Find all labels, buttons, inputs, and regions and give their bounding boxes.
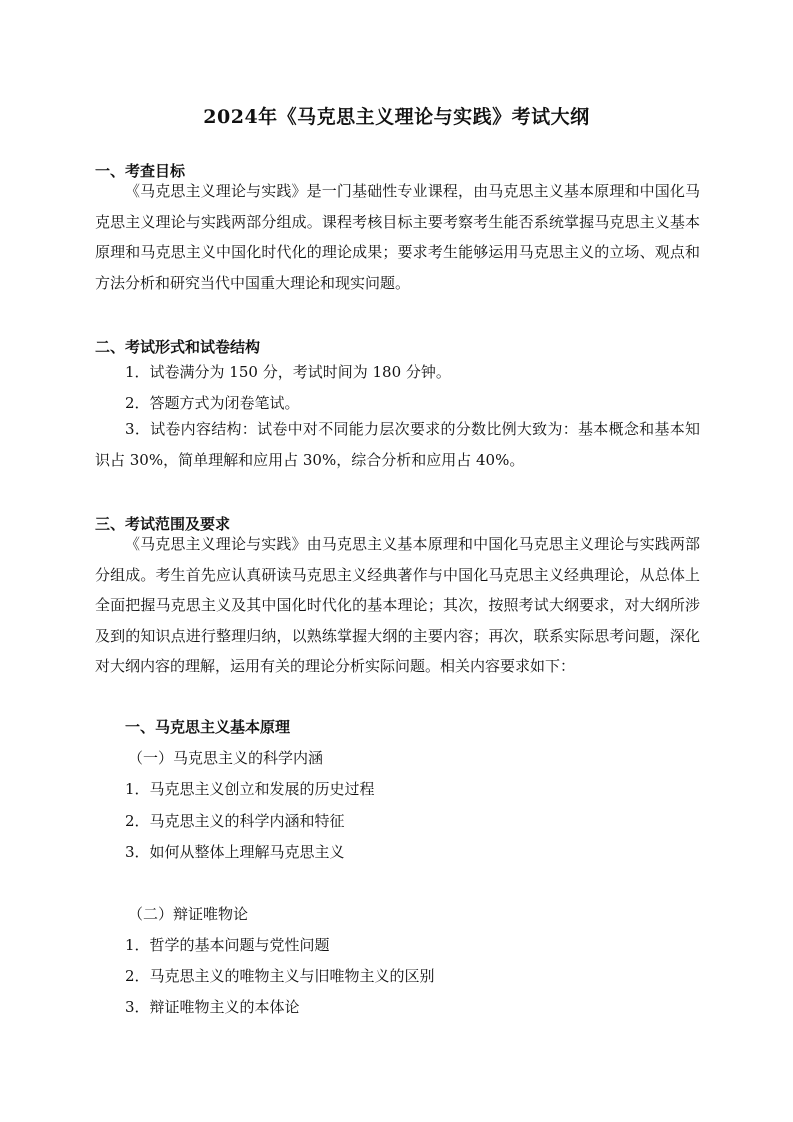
list-item: 1．试卷满分为 150 分，考试时间为 180 分钟。 [125,363,451,381]
section-heading-scope: 三、考试范围及要求 [95,515,231,533]
list-item: 2．答题方式为闭卷笔试。 [125,394,300,412]
section-paragraph-objectives: 《马克思主义理论与实践》是一门基础性专业课程，由马克思主义基本原理和中国化马克思主义理论与实践两部分组成。课程考核目标主要考察考生能否系统掌握马克思主义基本原理和马克思主义中国化时代化的理论成果；要求考生能够运用马克思主义的立场、观点和方法分析和研究当代中国重大理论和现实问题。 [95,182,700,292]
part-heading: 一、马克思主义基本原理 [125,718,291,736]
document-title: 2024年《马克思主义理论与实践》考试大纲 [203,106,590,128]
list-item: 2．马克思主义的科学内涵和特征 [125,812,345,830]
subsection-heading: （二）辩证唯物论 [128,905,249,923]
subsection-heading: （一）马克思主义的科学内涵 [128,749,324,767]
list-item: 3．如何从整体上理解马克思主义 [125,843,345,861]
section-heading-format: 二、考试形式和试卷结构 [95,338,261,356]
list-item: 2．马克思主义的唯物主义与旧唯物主义的区别 [125,967,435,985]
list-item: 1．哲学的基本问题与党性问题 [125,936,330,954]
section-heading-objectives: 一、考查目标 [95,162,186,180]
section-paragraph-scope: 《马克思主义理论与实践》由马克思主义基本原理和中国化马克思主义理论与实践两部分组成。考生首先应认真研读马克思主义经典著作与中国化马克思主义经典理论，从总体上全面把握马克思主义及其中国化时代化的基本理论；其次，按照考试大纲要求，对大纲所涉及到的知识点进行整理归纳，以熟练掌握大纲的主要内容；再次，联系实际思考问题，深化对大纲内容的理解，运用有关的理论分析实际问题。相关内容要求如下： [95,535,700,675]
list-item: 1．马克思主义创立和发展的历史过程 [125,780,375,798]
list-item: 3．辩证唯物主义的本体论 [125,998,300,1016]
list-item: 3．试卷内容结构：试卷中对不同能力层次要求的分数比例大致为：基本概念和基本知识占 30%，简单理解和应用占 30%，综合分析和应用占 40%。 [95,420,700,469]
